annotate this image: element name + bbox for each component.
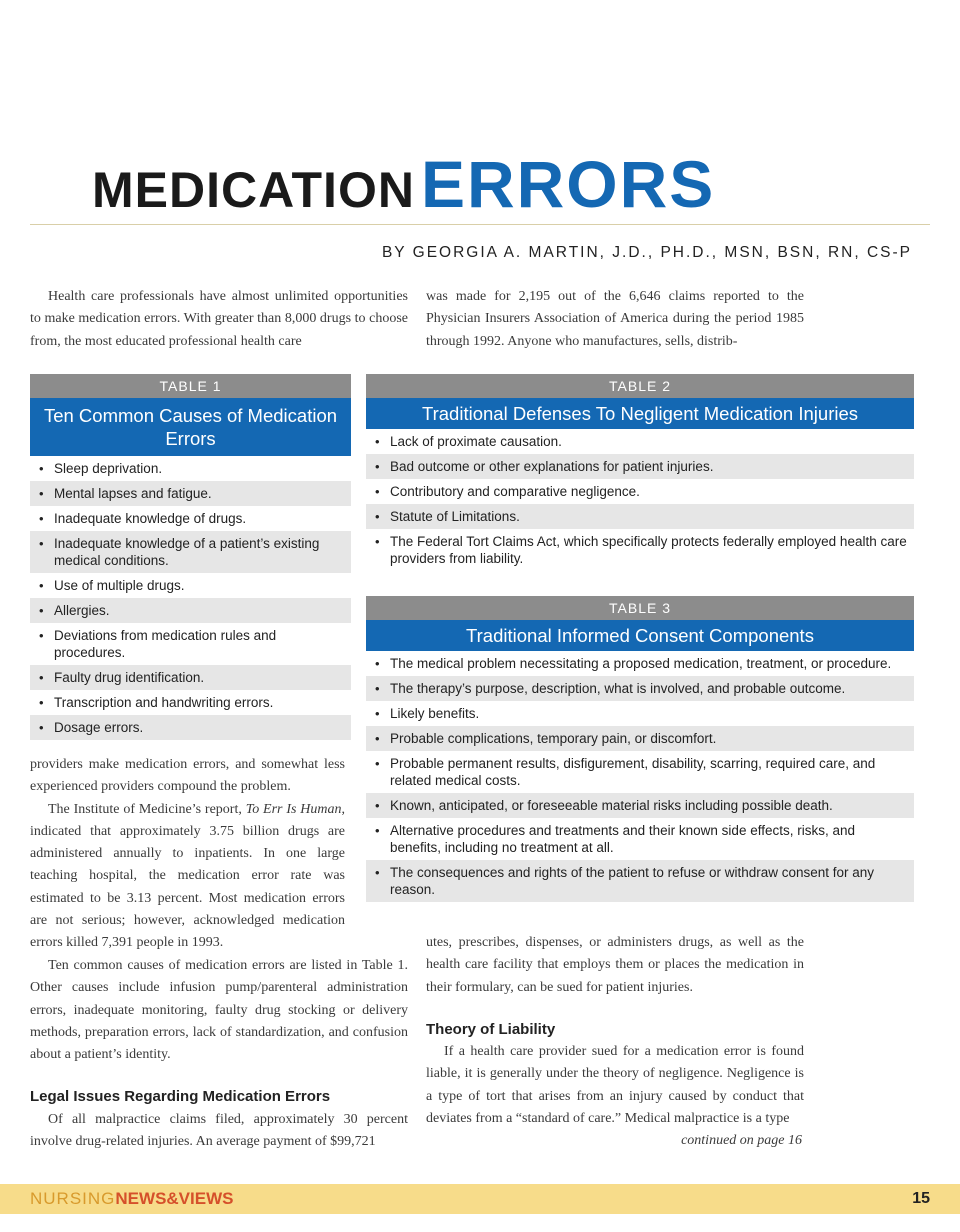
intro-left-column (30, 286, 408, 353)
page-number: 15 (912, 1190, 930, 1207)
list-item: • Mental lapses and fatigue. (30, 481, 351, 506)
table-3-title: Traditional Informed Consent Components (366, 620, 914, 651)
left-body-upper (30, 754, 345, 955)
list-item: • Deviations from medication rules and procedures. (39, 628, 277, 660)
list-item: • Bad outcome or other explanations for patient injuries. (366, 454, 914, 479)
table-3-label: TABLE 3 (366, 596, 914, 620)
list-item: • Likely benefits. (375, 706, 480, 721)
magazine-brand (30, 1188, 233, 1210)
table-1 (30, 374, 351, 740)
section-heading-legal-issues: Legal Issues Regarding Medication Errors (30, 1088, 331, 1106)
list-item: • The consequences and rights of the patient to refuse or withdraw consent for any reason. (366, 860, 914, 902)
list-item: • Statute of Limitations. (366, 504, 914, 529)
list-item: • Inadequate knowledge of drugs. (39, 511, 247, 526)
body-paragraph: The Institute of Medicine’s report, To Err Is Human, indicated that approximately 3.75 billion drugs are administered annually to inpatients. In one large teaching hospital, the medication error rate was estimated to be 3.13 percent. Most medication errors are not serious; however, acknowledged medication errors killed 7,391 people in 1993. (30, 801, 346, 951)
body-paragraph: providers make medication errors, and somewhat less experienced providers compound the problem. (30, 757, 345, 795)
body-paragraph: utes, prescribes, dispenses, or administers drugs, as well as the health care facility that employs them or places the medication in their formulary, can be sued for patient injuries. (426, 935, 804, 995)
list-item: • Sleep deprivation. (39, 461, 163, 476)
table-3-list (366, 651, 914, 902)
brand-nursing: NURSING (30, 1189, 116, 1208)
table-2-list (366, 429, 914, 571)
continued-note: continued on page 16 (681, 1133, 802, 1149)
table-2 (366, 374, 914, 571)
title-errors: ERRORS (420, 147, 716, 221)
list-item: • Lack of proximate causation. (375, 434, 562, 449)
list-item: • Contributory and comparative negligence. (375, 484, 640, 499)
list-item: • Use of multiple drugs. (39, 578, 185, 593)
list-item: • The Federal Tort Claims Act, which specifically protects federally employed health care providers from liability. (375, 534, 907, 566)
table-1-label: TABLE 1 (30, 374, 351, 398)
list-item: • The therapy’s purpose, description, what is involved, and probable outcome. (366, 676, 914, 701)
intro-right-paragraph: was made for 2,195 out of the 6,646 claims reported to the Physician Insurers Association of America during the period 1985 through 1992. Anyone who manufactures, sells, distrib- (426, 289, 804, 349)
intro-right-column (426, 286, 804, 353)
list-item: • The medical problem necessitating a proposed medication, treatment, or procedure. (375, 656, 892, 671)
list-item: • Transcription and handwriting errors. (39, 695, 274, 710)
table-1-title: Ten Common Causes of Medication Errors (30, 398, 351, 456)
list-item: • Probable permanent results, disfigurement, disability, scarring, required care, and related medical costs. (375, 756, 876, 788)
list-item: • Alternative procedures and treatments and their known side effects, risks, and benefits, including no treatment at all. (375, 823, 855, 855)
right-body (426, 932, 804, 1153)
section-heading-theory-of-liability: Theory of Liability (426, 1020, 556, 1038)
table-3 (366, 596, 914, 902)
table-2-label: TABLE 2 (366, 374, 914, 398)
title-medication: MEDICATION (92, 162, 415, 218)
article-title (92, 146, 892, 221)
title-divider (30, 224, 930, 225)
body-paragraph: Of all malpractice claims filed, approximately 30 percent involve drug-related injuries. An average payment of $99,721 (30, 1111, 408, 1150)
brand-news-views: NEWS&VIEWS (115, 1189, 234, 1208)
list-item: • Faulty drug identification. (30, 665, 351, 690)
list-item: • Probable complications, temporary pain, or discomfort. (366, 726, 914, 751)
list-item: • Known, anticipated, or foreseeable material risks including possible death. (366, 793, 914, 818)
list-item: • Inadequate knowledge of a patient’s existing medical conditions. (30, 531, 351, 573)
byline: BY GEORGIA A. MARTIN, J.D., PH.D., MSN, BSN, RN, CS-P (381, 244, 912, 261)
body-paragraph: If a health care provider sued for a medication error is found liable, it is generally under the theory of negligence. Negligence is a type of tort that arises from an injury caused by conduct that deviates from a “standard of care.” Medical malpractice is a type (426, 1044, 804, 1127)
left-body-lower (30, 955, 408, 1153)
table-1-list (30, 456, 351, 740)
report-title: To Err Is Human (245, 801, 342, 817)
list-item: • Dosage errors. (30, 715, 351, 740)
intro-left-paragraph: Health care professionals have almost unlimited opportunities to make medication errors. With greater than 8,000 drugs to choose from, the most educated professional health care (30, 289, 408, 349)
table-2-title: Traditional Defenses To Negligent Medication Injuries (366, 398, 914, 429)
body-paragraph: Ten common causes of medication errors are listed in Table 1. Other causes include infusion pump/parenteral administration errors, inadequate monitoring, faulty drug stocking or delivery methods, preparation errors, lack of standardization, and confusion about a patient’s identity. (30, 958, 408, 1063)
list-item: • Allergies. (30, 598, 351, 623)
